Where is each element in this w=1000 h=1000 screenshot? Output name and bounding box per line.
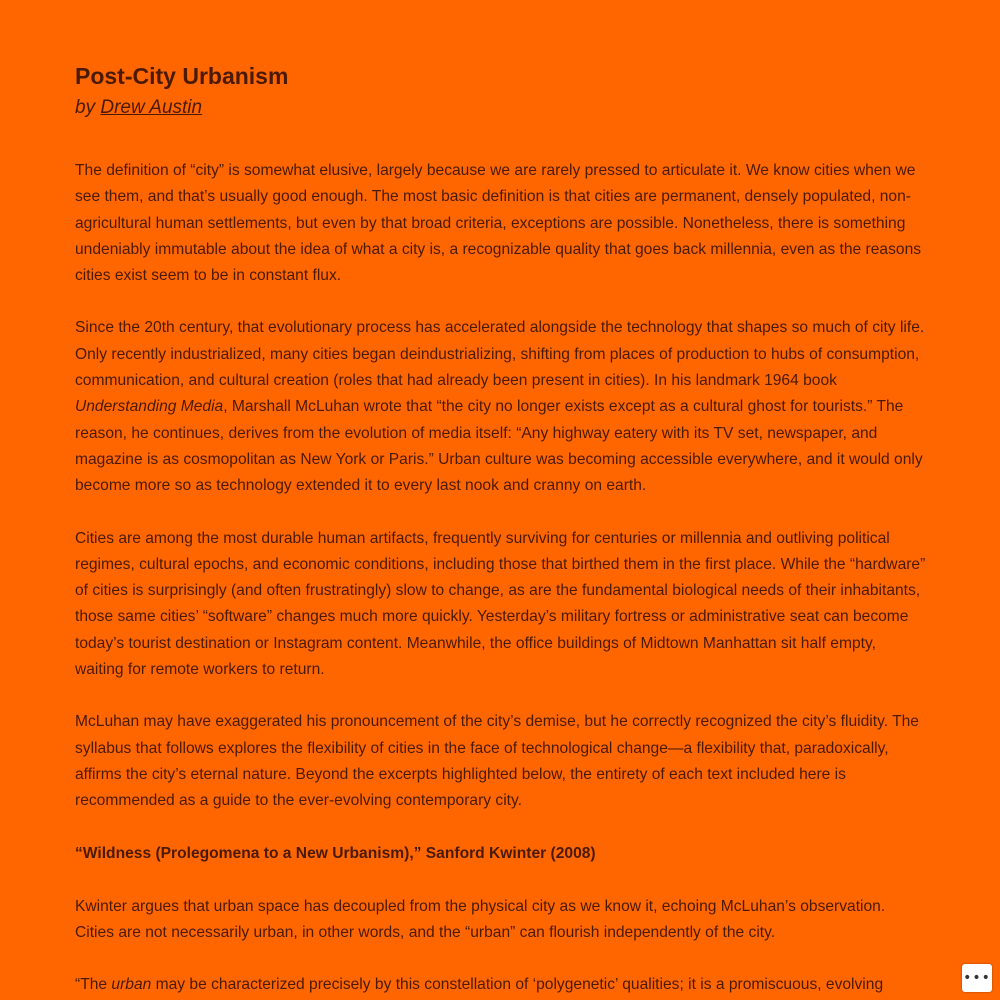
paragraph-1: The definition of “city” is somewhat elusive, largely because we are rarely pressed to articulate it. We know cities when we see them, and that’s usually good enough. The most basic definition is that cities are permanent, densely populated, non-agricultural human settlements, but even by that broad criteria, exceptions are possible. Nonetheless, there is something undeniably immutable about the idea of what a city is, a recognizable quality that goes back millennia, even as the reasons cities exist seem to be in constant flux. (75, 162, 922, 285)
author-link[interactable]: Drew Austin (100, 97, 203, 118)
quote-paragraph (75, 972, 927, 998)
paragraph-2 (75, 315, 927, 499)
quote-emphasis: urban (111, 976, 152, 994)
section-heading: “Wildness (Prolegomena to a New Urbanism),” Sanford Kwinter (2008) (75, 844, 596, 862)
article-title: Post-City Urbanism (75, 63, 289, 89)
quote-text-b: may be characterized precisely by this constellation of ‘polygenetic’ qualities; it is a promiscuous, evolving (151, 976, 884, 994)
ellipsis-icon: ••• (963, 970, 991, 986)
byline (75, 94, 927, 122)
paragraph-2-text-a: Since the 20th century, that evolutionary process has accelerated alongside the technology that shapes so much of city life. Only recently industrialized, many cities began deindustrializing, shifting from places of production to hubs of consumption, communication, and cultural creation (roles that had already been present in cities). In his landmark 1964 book (75, 319, 925, 390)
book-title: Understanding Media (75, 398, 224, 416)
quote-text-a: “The (75, 976, 112, 994)
more-options-button[interactable] (962, 964, 992, 992)
paragraph-5: Kwinter argues that urban space has decoupled from the physical city as we know it, echoing McLuhan’s observation. Cities are not necessarily urban, in other words, and the “urban” can flourish independently of the city. (75, 897, 886, 942)
paragraph-3: Cities are among the most durable human artifacts, frequently surviving for centuries or millennia and outliving political regimes, cultural epochs, and economic conditions, including those that birthed them in the first place. While the “hardware” of cities is surprisingly (and often frustratingly) slow to change, as are the fundamental biological needs of their inhabitants, those same cities’ “software” changes much more quickly. Yesterday’s military fortress or administrative seat can become today’s tourist destination or Instagram content. Meanwhile, the office buildings of Midtown Manhattan sit half empty, waiting for remote workers to return. (75, 529, 926, 679)
paragraph-2-text-b: , Marshall McLuhan wrote that “the city no longer exists except as a cultural ghost for tourists.” The reason, he continues, derives from the evolution of media itself: “Any highway eatery with its TV set, newspaper, and magazine is as cosmopolitan as New York or Paris.” Urban culture was becoming accessible everywhere, and it would only become more so as technology extended it to every last nook and cranny on earth. (75, 398, 923, 495)
article (75, 58, 927, 1000)
byline-prefix: by (75, 97, 96, 118)
paragraph-4: McLuhan may have exaggerated his pronouncement of the city’s demise, but he correctly recognized the city’s fluidity. The syllabus that follows explores the flexibility of cities in the face of technological change—a flexibility that, paradoxically, affirms the city’s eternal nature. Beyond the excerpts highlighted below, the entirety of each text included here is recommended as a guide to the ever-evolving contemporary city. (75, 713, 919, 810)
